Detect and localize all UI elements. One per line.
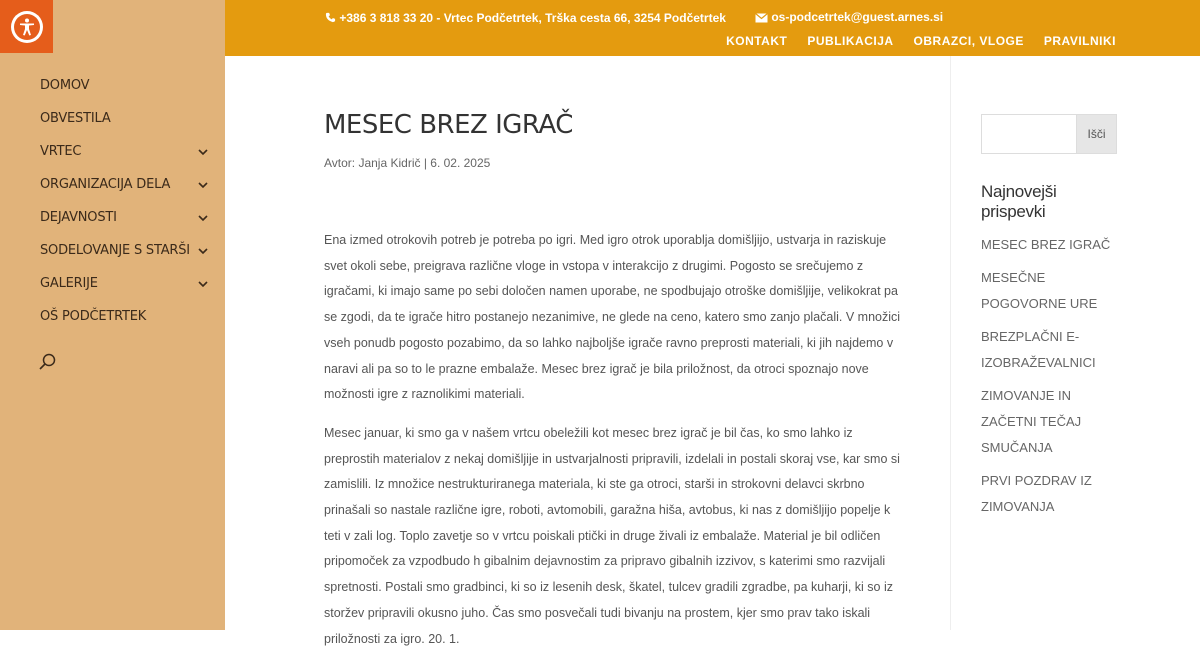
sidebar-item-os-podcetrtek[interactable] <box>40 300 210 333</box>
top-nav <box>726 34 1116 48</box>
column-divider <box>950 56 951 630</box>
sidebar-item-label: SODELOVANJE S STARŠI <box>40 243 190 258</box>
nav-kontakt[interactable]: KONTAKT <box>726 34 788 48</box>
email-text: os-podcetrtek@guest.arnes.si <box>771 10 944 24</box>
envelope-icon <box>755 13 768 23</box>
accessibility-icon <box>11 11 43 43</box>
chevron-down-icon[interactable] <box>196 178 210 192</box>
post-title: MESEC BREZ IGRAČ <box>324 110 573 140</box>
sidebar-item-label: GALERIJE <box>40 276 98 291</box>
recent-post-link[interactable]: MESEC BREZ IGRAČ <box>981 237 1111 252</box>
sidebar-item-label: DOMOV <box>40 78 90 93</box>
search-input[interactable] <box>981 114 1076 154</box>
chevron-down-icon[interactable] <box>196 211 210 225</box>
sidebar-item-label: OBVESTILA <box>40 111 111 126</box>
chevron-down-icon[interactable] <box>196 277 210 291</box>
search-icon[interactable] <box>38 352 58 372</box>
post-content <box>324 110 909 665</box>
email-info[interactable] <box>755 10 943 24</box>
post-meta: Avtor: Janja Kidrič | 6. 02. 2025 <box>324 156 491 170</box>
accessibility-button[interactable] <box>0 0 53 53</box>
search-button[interactable]: Išči <box>1076 114 1117 154</box>
right-sidebar <box>981 114 1117 527</box>
sidebar-item-label: DEJAVNOSTI <box>40 210 117 225</box>
sidebar-item-label: ORGANIZACIJA DELA <box>40 177 171 192</box>
top-bar <box>225 0 1200 56</box>
search-form <box>981 114 1117 154</box>
chevron-down-icon[interactable] <box>196 244 210 258</box>
recent-posts-title: Najnovejši prispevki <box>981 182 1057 221</box>
post-paragraph: Mesec januar, ki smo ga v našem vrtcu obeležili kot mesec brez igrač je bil čas, ko smo lahko iz preprostih materialov z nekaj domišljije in ustvarjalnosti pripravili, izdelali in postali skoraj vse, kar smo si zamislili. Iz množice nestrukturiranega materiala, ki ste ga otroci, starši in strokovni delavci skrbno prinašali so nastale različne igre, roboti, avtomobili, garažna hiša, avtobus, ki nas z domišljijo popelje k teti v zali log. Toplo zavetje so v vrtcu poiskali ptički in druge živali iz embalaže. Material je bil odličen pripomoček za vzpodbudo h gibalnim dejavnostim za pripravo gibalnih izzivov, s katerimi smo razvijali spretnosti. Postali smo gradbinci, ki so iz lesenih desk, škatel, tulcev gradili zgradbe, pa kuharji, ki so iz storžev pripravili okusno juho. Čas smo posvečali tudi bivanju na prostem, kjer smo prav tako iskali priložnosti za igro. 20. 1. <box>324 425 900 646</box>
recent-post-link[interactable]: BREZPLAČNI E-IZOBRAŽEVALNICI <box>981 329 1096 370</box>
sidebar-item-label: VRTEC <box>40 144 82 159</box>
sidebar-item-vrtec[interactable] <box>40 135 210 168</box>
nav-obrazci-vloge[interactable]: OBRAZCI, VLOGE <box>913 34 1024 48</box>
recent-post-link[interactable]: ZIMOVANJE IN ZAČETNI TEČAJ SMUČANJA <box>981 388 1082 455</box>
chevron-down-icon[interactable] <box>196 145 210 159</box>
nav-publikacija[interactable]: PUBLIKACIJA <box>807 34 894 48</box>
sidebar-item-galerije[interactable] <box>40 267 210 300</box>
sidebar-item-domov[interactable] <box>40 69 210 102</box>
nav-pravilniki[interactable]: PRAVILNIKI <box>1043 34 1116 48</box>
phone-address-text: +386 3 818 33 20 - Vrtec Podčetrtek, Trška cesta 66, 3254 Podčetrtek <box>339 10 726 25</box>
post-paragraph: Ena izmed otrokovih potreb je potreba po igri. Med igro otrok uporablja domišljijo, ustvarja in raziskuje svet okoli sebe, preigrava različne vloge in vstopa v interakcijo z drugimi. Pogosto se srečujemo z igračami, ki imajo same po sebi določen namen uporabe, ne spodbujajo otroške domišljije, velikokrat pa se zgodi, da te igrače hitro postanejo nezanimive, ne glede na ceno, katero smo zanjo plačali. V množici vseh ponudb pogosto pozabimo, da so lahko najboljše igrače ravno preprosti materiali, ki jih najdemo v naravi ali pa so to le prazne embalaže. Mesec brez igrač je bila priložnost, da otroci spoznajo nove možnosti igre z raznolikimi materiali. <box>324 233 901 402</box>
recent-post-link[interactable]: PRVI POZDRAV IZ ZIMOVANJA <box>981 473 1092 514</box>
sidebar-nav <box>40 69 210 333</box>
sidebar <box>0 0 225 630</box>
sidebar-item-sodelovanje[interactable] <box>40 234 210 267</box>
sidebar-item-label: OŠ PODČETRTEK <box>40 309 147 324</box>
recent-post-link[interactable]: MESEČNE POGOVORNE URE <box>981 270 1098 311</box>
phone-icon <box>325 12 336 23</box>
sidebar-item-obvestila[interactable] <box>40 102 210 135</box>
sidebar-item-dejavnosti[interactable] <box>40 201 210 234</box>
contact-info <box>325 10 726 25</box>
sidebar-item-organizacija-dela[interactable] <box>40 168 210 201</box>
